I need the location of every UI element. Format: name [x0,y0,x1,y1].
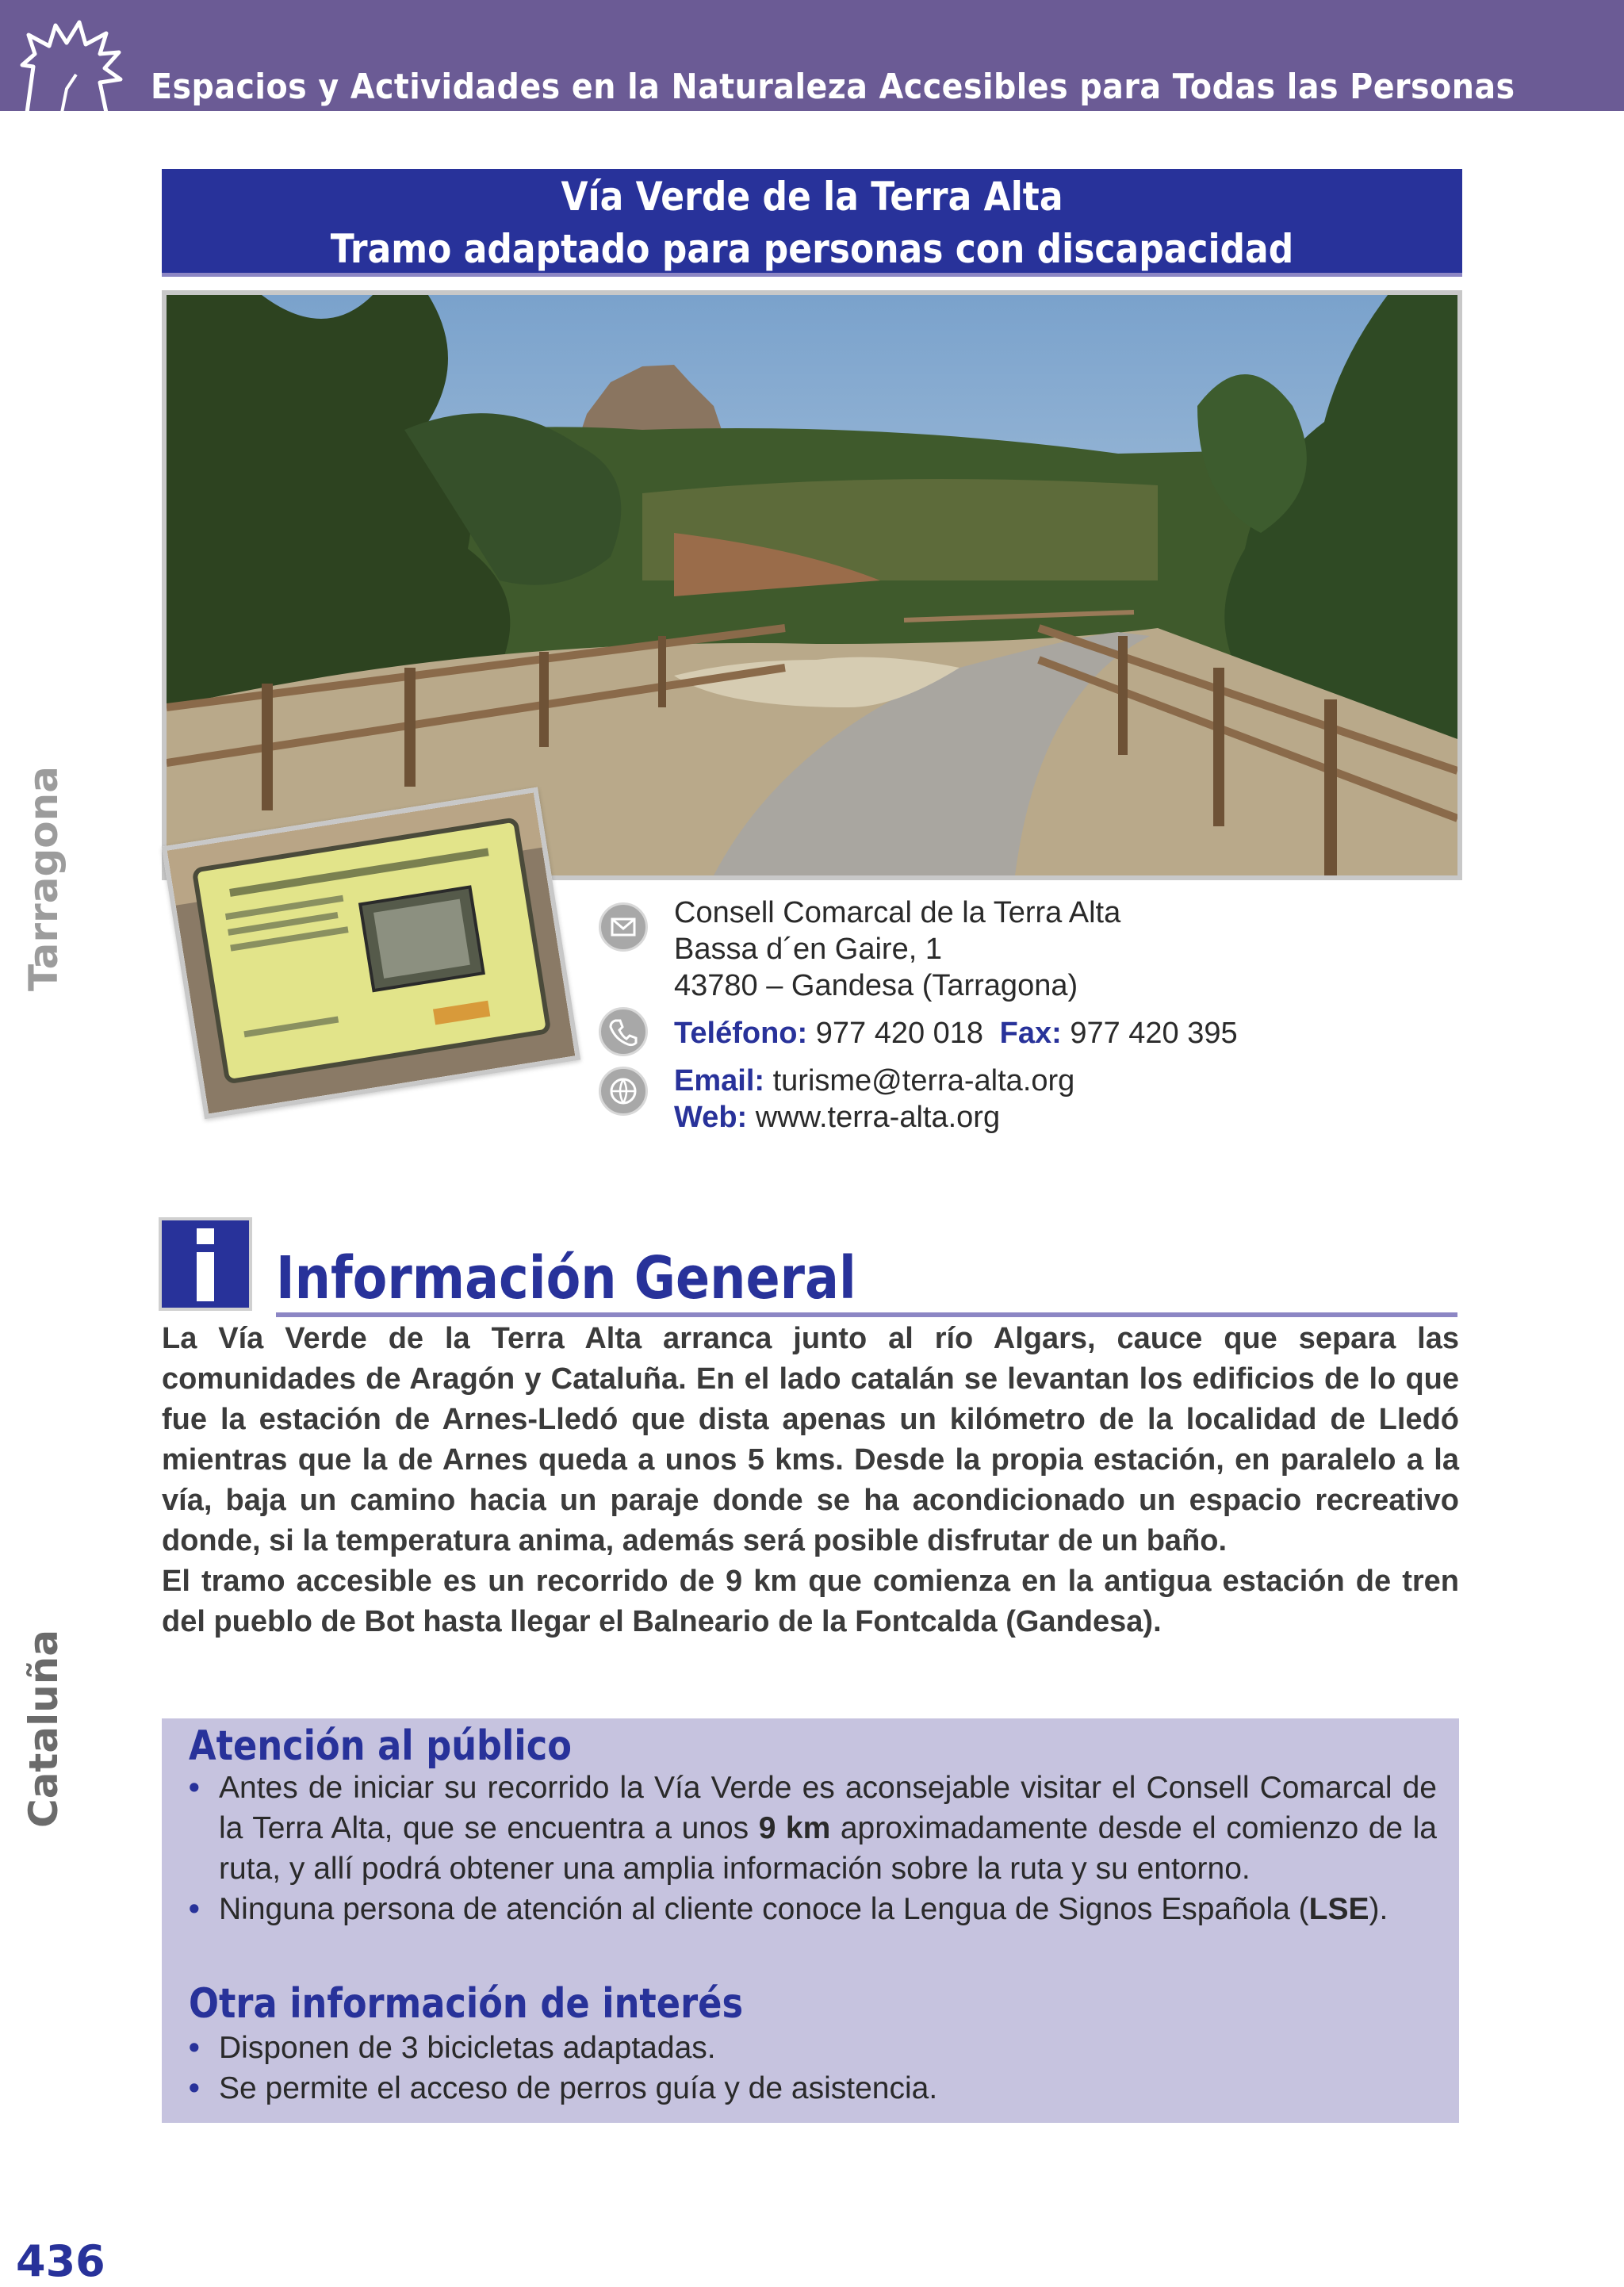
other-info-heading: Otra información de interés [189,1980,744,2028]
mail-icon [599,902,648,952]
email-label: Email: [674,1064,765,1098]
title-line-1: Vía Verde de la Terra Alta [561,174,1063,220]
title-box [162,169,1462,277]
globe-icon [599,1067,648,1116]
page-number: 436 [16,2236,105,2286]
list-item: • Se permite el acceso de perros guía y de asistencia. [186,2068,1437,2109]
bullet: • [189,2071,200,2105]
attention-heading: Atención al público [189,1722,572,1770]
list-item: • Antes de iniciar su recorrido la Vía Verde es aconsejable visitar el Consell Comarcal de la Terra Alta, que se encuentra a unos 9 km aproximadamente desde el comienzo de la ruta, y allí podrá obtener una amplia información sobre la ruta y su entorno. [186,1768,1437,1889]
contact-address-2: 43780 – Gandesa (Tarragona) [674,969,1078,1002]
contact-address-1: Bassa d´en Gaire, 1 [674,933,942,966]
info-icon [159,1217,252,1311]
web-link[interactable]: www.terra-alta.org [755,1101,1001,1134]
general-paragraph-2: El tramo accesible es un recorrido de 9 km que comienza en la antigua estación de tren del pueblo de Bot hasta llegar el Balneario de la Fontcalda (Gandesa). [162,1565,1459,1638]
web-label: Web: [674,1101,748,1134]
phone-icon [599,1007,648,1056]
email-link[interactable]: turisme@terra-alta.org [772,1064,1075,1098]
contact-phone-line [674,1015,1238,1052]
fax-label: Fax: [999,1017,1062,1050]
contact-org: Consell Comarcal de la Terra Alta [674,896,1121,929]
list-item: • Ninguna persona de atención al cliente conoce la Lengua de Signos Española (LSE). [186,1889,1437,1929]
contact-email-line [674,1063,1074,1099]
info-heading: Información General [276,1244,856,1312]
phone-value: 977 420 018 [815,1017,984,1050]
leaf-outline-icon [11,19,138,114]
fax-value: 977 420 395 [1070,1017,1238,1050]
side-label-province: Tarragona [21,766,67,991]
general-paragraph-1: La Vía Verde de la Terra Alta arranca junto al río Algars, cauce que separa las comunidades de Aragón y Cataluña. En el lado catalán se levantan los edificios de lo que fue la estación de Arnes-Lledó que dista apenas un kilómetro de la localidad de Lledó mientras que la de Arnes queda a unos 5 kms. Desde la propia estación, en paralelo a la vía, baja un camino hacia un paraje donde se ha acondicionado un espacio recreativo donde, si la temperatura anima, además será posible disfrutar de un baño. [162,1322,1459,1557]
heading-rule [276,1312,1457,1317]
list-item: • Disponen de 3 bicicletas adaptadas. [186,2028,1437,2068]
bullet: • [189,2031,200,2065]
bullet: • [189,1771,200,1805]
contact-web-line [674,1099,1000,1136]
attention-box [162,1718,1459,2123]
header-title: Espacios y Actividades en la Naturaleza Accesibles para Todas las Personas [151,67,1515,107]
general-info-text [162,1319,1459,1642]
bullet: • [189,1892,200,1926]
attention-list [186,1768,1437,1929]
side-label-region: Cataluña [21,1629,67,1828]
title-line-2: Tramo adaptado para personas con discapacidad [330,226,1294,272]
main-photo [162,290,1462,880]
inset-sign-photo [162,787,581,1120]
other-info-list [186,2028,1437,2109]
phone-label: Teléfono: [674,1017,808,1050]
